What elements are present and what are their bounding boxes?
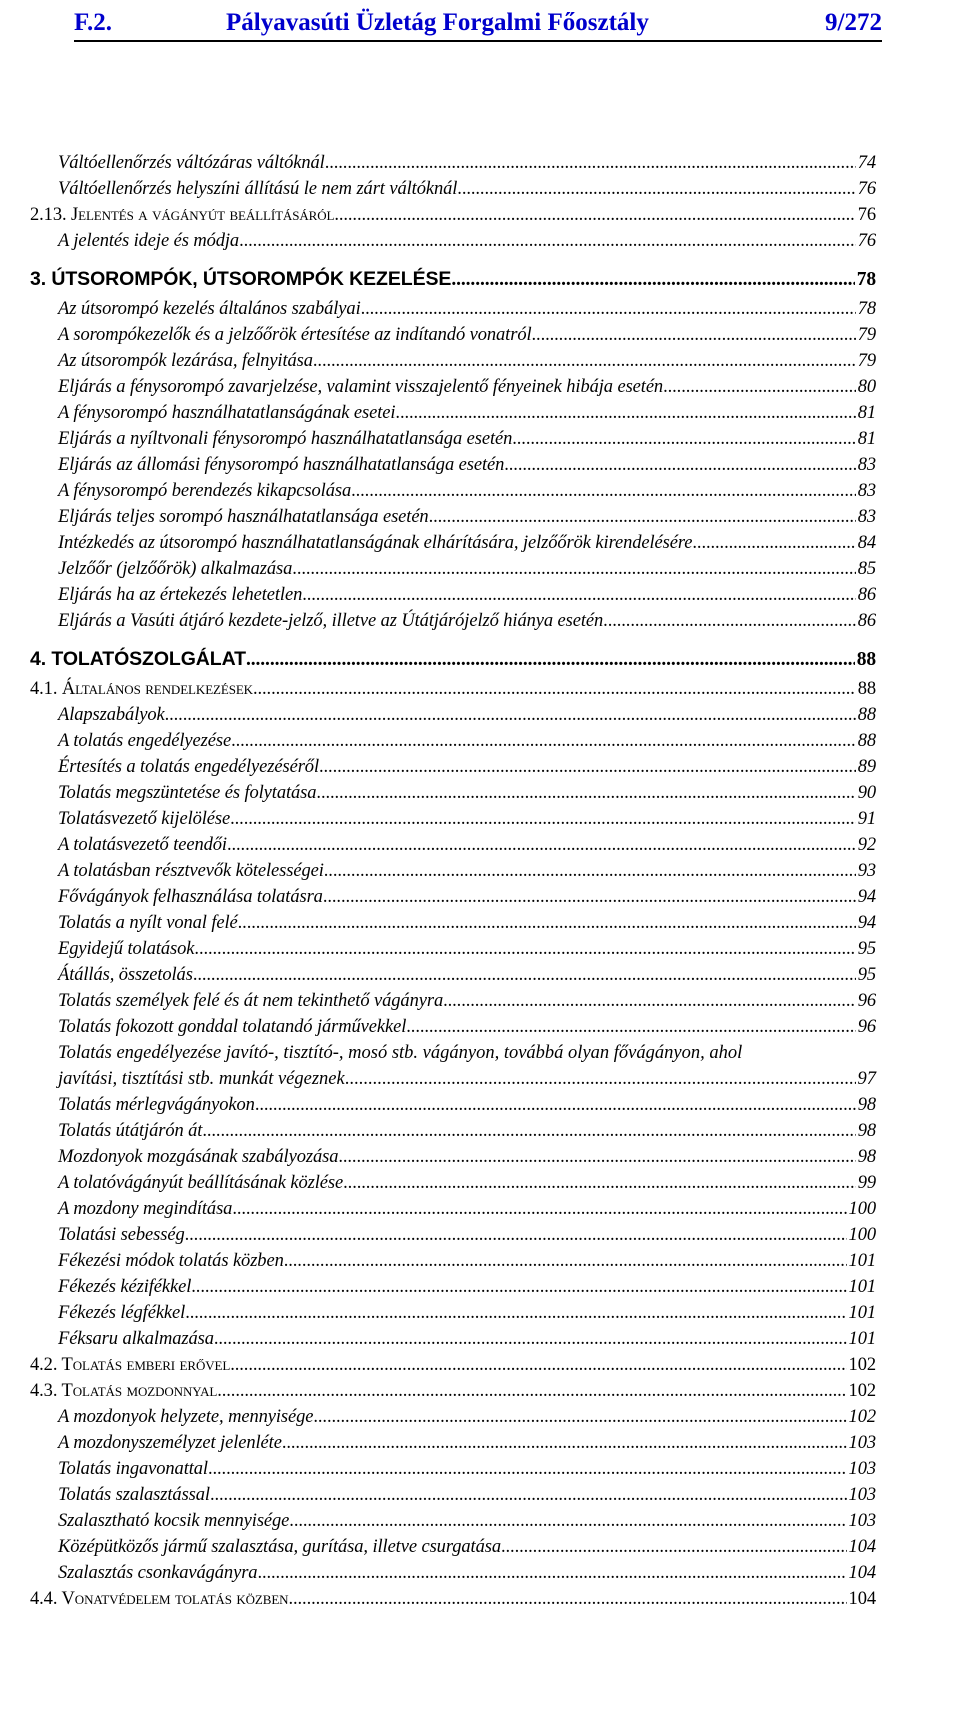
toc-entry-label: Jelzőőr (jelzőőrök) alkalmazása <box>58 559 293 579</box>
toc-entry-label: Tolatás szalasztással <box>58 1485 210 1505</box>
dot-leader <box>238 910 856 936</box>
dot-leader <box>191 1274 846 1300</box>
toc-entry-label: Mozdonyok mozgásának szabályozása <box>58 1147 339 1167</box>
toc-entry-label: A mozdonyszemélyzet jelenléte <box>58 1433 282 1453</box>
toc-entry-label: A fénysorompó berendezés kikapcsolása <box>58 481 352 501</box>
toc-entry-label: Alapszabályok <box>58 705 165 725</box>
toc-entry[interactable] <box>30 176 876 202</box>
toc-entry[interactable] <box>30 582 876 608</box>
dot-leader <box>343 1170 856 1196</box>
toc-entry-label: Váltóellenőrzés váltózáras váltóknál <box>58 153 325 173</box>
toc-entry[interactable] <box>30 1170 876 1196</box>
toc-entry[interactable] <box>30 1482 876 1508</box>
toc-entry[interactable] <box>30 1404 876 1430</box>
toc-entry[interactable] <box>30 702 876 728</box>
toc-entry-label: 4.1. Általános rendelkezések <box>30 679 253 699</box>
dot-leader <box>406 1014 855 1040</box>
toc-entry-label: Tolatásvezető kijelölése <box>58 809 231 829</box>
toc-entry[interactable] <box>30 504 876 530</box>
toc-entry-page: 81 <box>857 403 876 423</box>
toc-entry-page: 100 <box>848 1225 876 1245</box>
dot-leader <box>227 832 856 858</box>
toc-entry-label: Értesítés a tolatás engedélyezéséről <box>58 757 319 777</box>
toc-entry-page: 76 <box>857 231 876 251</box>
toc-entry-label: A tolatásban résztvevők kötelességei <box>58 861 324 881</box>
toc-section[interactable] <box>30 202 876 228</box>
dot-leader <box>603 608 856 634</box>
dot-leader <box>185 1300 846 1326</box>
page-header <box>74 6 882 42</box>
toc-entry-label: Az útsorompók lezárása, felnyitása <box>58 351 313 371</box>
dot-leader <box>253 676 856 702</box>
toc-entry[interactable] <box>30 754 876 780</box>
toc-section[interactable] <box>30 1352 876 1378</box>
header-title: Pályavasúti Üzletág Forgalmi Főosztály <box>226 9 649 36</box>
dot-leader <box>395 400 855 426</box>
toc-entry-label: A fénysorompó használhatatlanságának esetei <box>58 403 396 423</box>
toc-entry-label: Eljárás teljes sorompó használhatatlansága esetén <box>58 507 429 527</box>
toc-entry[interactable] <box>30 296 876 322</box>
dot-leader <box>246 643 855 677</box>
toc-section[interactable] <box>30 1378 876 1404</box>
toc-entry-page: 97 <box>857 1069 876 1089</box>
dot-leader <box>255 1092 856 1118</box>
toc-entry-label: Eljárás az állomási fénysorompó használhatatlansága esetén <box>58 455 505 475</box>
toc-entry[interactable] <box>30 884 876 910</box>
toc-entry-page: 88 <box>856 649 876 670</box>
toc-entry-page: 88 <box>857 705 876 725</box>
dot-leader <box>443 988 856 1014</box>
toc-entry-page: 103 <box>848 1433 876 1453</box>
toc-entry-page: 98 <box>857 1095 876 1115</box>
toc-entry-label: Eljárás a Vasúti átjáró kezdete-jelző, illetve az Útátjárójelző hiánya esetén <box>58 611 604 631</box>
toc-entry[interactable] <box>30 1560 876 1586</box>
toc-entry[interactable] <box>30 1456 876 1482</box>
toc-entry-page: 96 <box>857 991 876 1011</box>
dot-leader <box>501 1534 847 1560</box>
toc-entry-page: 85 <box>857 559 876 579</box>
dot-leader <box>232 1196 846 1222</box>
dot-leader <box>457 176 855 202</box>
toc-entry[interactable] <box>30 150 876 176</box>
toc-entry-label: Tolatás fokozott gonddal tolatandó járművekkel <box>58 1017 407 1037</box>
toc-chapter[interactable] <box>30 262 876 296</box>
toc-entry-page: 104 <box>848 1537 876 1557</box>
toc-entry-label: Fővágányok felhasználása tolatásra <box>58 887 323 907</box>
toc-entry[interactable] <box>30 530 876 556</box>
toc-entry-label: A mozdony megindítása <box>58 1199 233 1219</box>
toc-entry-label: Tolatási sebesség <box>58 1225 185 1245</box>
dot-leader <box>692 530 855 556</box>
toc-entry-page: 86 <box>857 611 876 631</box>
toc-entry-label: Szalasztás csonkavágányra <box>58 1563 258 1583</box>
toc-entry-page: 90 <box>857 783 876 803</box>
dot-leader <box>257 1560 846 1586</box>
toc-entry-page: 93 <box>857 861 876 881</box>
header-section-number: F.2. <box>74 9 112 36</box>
toc-entry-label: Tolatás személyek felé és át nem tekinthető vágányra <box>58 991 444 1011</box>
toc-entry-page: 95 <box>857 939 876 959</box>
toc-entry-label: Tolatás ingavonattal <box>58 1459 208 1479</box>
toc-entry[interactable] <box>30 426 876 452</box>
toc-entry[interactable] <box>30 1196 876 1222</box>
toc-entry-label: Egyidejű tolatások <box>58 939 195 959</box>
toc-entry[interactable] <box>30 1274 876 1300</box>
toc-entry-label: 4. TOLATÓSZOLGÁLAT <box>30 648 246 670</box>
toc-entry[interactable] <box>30 858 876 884</box>
toc-entry-label: Fékezés légfékkel <box>58 1303 186 1323</box>
dot-leader <box>325 150 856 176</box>
toc-entry-page: 94 <box>857 887 876 907</box>
toc-entry-page: 104 <box>848 1563 876 1583</box>
dot-leader <box>316 780 855 806</box>
toc-entry-label: 2.13. Jelentés a vágányút beállításáról <box>30 205 335 225</box>
dot-leader <box>288 1586 846 1612</box>
dot-leader <box>231 728 856 754</box>
toc-entry-label: Intézkedés az útsorompó használhatatlanságának elhárítására, jelzőőrök kirendelésére <box>58 533 693 553</box>
toc-entry-label: A sorompókezelők és a jelzőőrök értesítése az indítandó vonatról <box>58 325 532 345</box>
toc-entry-label-continued: javítási, tisztítási stb. munkát végeznek <box>58 1069 345 1089</box>
toc-entry-label: Fékezési módok tolatás közben <box>58 1251 284 1271</box>
dot-leader <box>185 1222 847 1248</box>
dot-leader <box>663 374 856 400</box>
toc-entry-page: 101 <box>848 1251 876 1271</box>
toc-entry[interactable] <box>30 452 876 478</box>
toc-entry[interactable] <box>30 1534 876 1560</box>
dot-leader <box>214 1326 847 1352</box>
toc-entry-page: 103 <box>848 1459 876 1479</box>
toc-entry[interactable] <box>30 478 876 504</box>
toc-entry-page: 84 <box>857 533 876 553</box>
toc-entry-page: 101 <box>848 1277 876 1297</box>
toc-entry-page: 99 <box>857 1173 876 1193</box>
toc-entry[interactable] <box>30 228 876 254</box>
toc-entry-page: 78 <box>857 299 876 319</box>
toc-entry-label: Tolatás megszüntetése és folytatása <box>58 783 317 803</box>
toc-entry[interactable] <box>30 374 876 400</box>
dot-leader <box>210 1482 847 1508</box>
toc-entry-page: 81 <box>857 429 876 449</box>
toc-entry-label: Eljárás ha az értekezés lehetetlen <box>58 585 303 605</box>
toc-entry[interactable] <box>30 1248 876 1274</box>
toc-entry-label: Fékezés kézifékkel <box>58 1277 192 1297</box>
toc-entry[interactable] <box>30 322 876 348</box>
toc-entry[interactable] <box>30 1300 876 1326</box>
toc-entry-page: 95 <box>857 965 876 985</box>
toc-section[interactable] <box>30 676 876 702</box>
toc-entry-label: 4.4. Vonatvédelem tolatás közben <box>30 1589 289 1609</box>
toc-entry[interactable] <box>30 608 876 634</box>
toc-entry-page: 80 <box>857 377 876 397</box>
dot-leader <box>351 478 856 504</box>
toc-entry-page: 101 <box>848 1329 876 1349</box>
toc-entry-page: 79 <box>857 351 876 371</box>
dot-leader <box>202 1118 855 1144</box>
toc-entry[interactable] <box>30 1508 876 1534</box>
toc-entry[interactable] <box>30 910 876 936</box>
dot-leader <box>504 452 855 478</box>
toc-entry-page: 76 <box>857 179 876 199</box>
toc-entry-page: 74 <box>857 153 876 173</box>
toc-entry-label: A mozdonyok helyzete, mennyisége <box>58 1407 314 1427</box>
toc-entry-page: 91 <box>857 809 876 829</box>
table-of-contents <box>30 150 876 1612</box>
dot-leader <box>289 1508 846 1534</box>
dot-leader <box>512 426 855 452</box>
dot-leader <box>194 936 855 962</box>
dot-leader <box>193 962 856 988</box>
toc-entry-page: 100 <box>848 1199 876 1219</box>
toc-entry-page: 83 <box>857 507 876 527</box>
dot-leader <box>239 228 856 254</box>
dot-leader <box>165 702 856 728</box>
dot-leader <box>217 1378 846 1404</box>
toc-entry-page: 101 <box>848 1303 876 1323</box>
toc-entry-label: Az útsorompó kezelés általános szabályai <box>58 299 361 319</box>
toc-entry[interactable] <box>30 1118 876 1144</box>
toc-entry-page: 103 <box>848 1485 876 1505</box>
toc-entry-page: 102 <box>848 1355 876 1375</box>
toc-entry-label: Tolatás mérlegvágányokon <box>58 1095 255 1115</box>
toc-entry[interactable] <box>30 780 876 806</box>
dot-leader <box>338 1144 855 1170</box>
toc-entry-label: 4.3. Tolatás mozdonnyal <box>30 1381 218 1401</box>
dot-leader <box>532 322 856 348</box>
toc-entry[interactable] <box>30 832 876 858</box>
toc-entry-page: 88 <box>857 679 876 699</box>
toc-entry-label: Átállás, összetolás <box>58 965 193 985</box>
toc-entry-page: 98 <box>857 1147 876 1167</box>
toc-entry[interactable] <box>30 1430 876 1456</box>
toc-entry-page: 102 <box>848 1381 876 1401</box>
toc-entry-label: Tolatás útátjárón át <box>58 1121 203 1141</box>
dot-leader <box>313 348 856 374</box>
toc-entry-page: 102 <box>848 1407 876 1427</box>
toc-entry-page: 78 <box>856 269 876 290</box>
toc-entry-page: 83 <box>857 455 876 475</box>
dot-leader <box>345 1066 856 1092</box>
dot-leader <box>313 1404 846 1430</box>
toc-entry[interactable] <box>30 962 876 988</box>
toc-entry-label: Tolatás a nyílt vonal felé <box>58 913 238 933</box>
dot-leader <box>230 806 856 832</box>
dot-leader <box>324 858 856 884</box>
dot-leader <box>302 582 855 608</box>
toc-entry-label: Váltóellenőrzés helyszíni állítású le nem zárt váltóknál <box>58 179 458 199</box>
toc-entry-label: A tolatás engedélyezése <box>58 731 232 751</box>
dot-leader <box>284 1248 847 1274</box>
toc-entry-label: A tolatóvágányút beállításának közlése <box>58 1173 344 1193</box>
dot-leader <box>451 263 854 297</box>
dot-leader <box>361 296 856 322</box>
toc-entry-page: 103 <box>848 1511 876 1531</box>
dot-leader <box>319 754 856 780</box>
toc-entry-label: A tolatásvezető teendői <box>58 835 227 855</box>
dot-leader <box>230 1352 846 1378</box>
toc-entry-page: 96 <box>857 1017 876 1037</box>
dot-leader <box>323 884 856 910</box>
dot-leader <box>208 1456 847 1482</box>
toc-entry[interactable] <box>30 400 876 426</box>
header-page-ref: 9/272 <box>825 9 882 36</box>
toc-entry-label: Eljárás a nyíltvonali fénysorompó használhatatlansága esetén <box>58 429 513 449</box>
toc-entry-label: Tolatás engedélyezése javító-, tisztító-, mosó stb. vágányon, továbbá olyan fővágányon, ahol <box>58 1043 743 1063</box>
toc-section[interactable] <box>30 1586 876 1612</box>
toc-entry[interactable] <box>30 1144 876 1170</box>
toc-entry[interactable] <box>30 936 876 962</box>
toc-entry[interactable] <box>30 1222 876 1248</box>
toc-entry-label: Középütközős jármű szalasztása, gurítása, illetve csurgatása <box>58 1537 501 1557</box>
toc-entry-page: 83 <box>857 481 876 501</box>
toc-entry[interactable] <box>30 988 876 1014</box>
toc-entry[interactable] <box>30 728 876 754</box>
toc-entry[interactable] <box>30 806 876 832</box>
toc-entry-label: Féksaru alkalmazása <box>58 1329 214 1349</box>
dot-leader <box>282 1430 847 1456</box>
toc-entry-label: A jelentés ideje és módja <box>58 231 240 251</box>
toc-entry-label: 3. ÚTSOROMPÓK, ÚTSOROMPÓK KEZELÉSE <box>30 268 452 290</box>
toc-entry-page: 88 <box>857 731 876 751</box>
toc-entry-page: 76 <box>857 205 876 225</box>
toc-entry-page: 79 <box>857 325 876 345</box>
dot-leader <box>334 202 855 228</box>
toc-entry-page: 98 <box>857 1121 876 1141</box>
toc-entry-label: 4.2. Tolatás emberi erővel <box>30 1355 231 1375</box>
toc-entry-label: Szalasztható kocsik mennyisége <box>58 1511 290 1531</box>
toc-chapter[interactable] <box>30 642 876 676</box>
toc-entry-page: 94 <box>857 913 876 933</box>
toc-entry[interactable] <box>30 1092 876 1118</box>
toc-entry[interactable] <box>30 1326 876 1352</box>
toc-entry-page: 92 <box>857 835 876 855</box>
toc-entry[interactable] <box>30 556 876 582</box>
dot-leader <box>292 556 855 582</box>
toc-entry-page: 104 <box>848 1589 876 1609</box>
toc-entry[interactable] <box>30 348 876 374</box>
toc-entry[interactable] <box>30 1040 876 1092</box>
toc-entry[interactable] <box>30 1014 876 1040</box>
toc-entry-page: 86 <box>857 585 876 605</box>
toc-entry-label: Eljárás a fénysorompó zavarjelzése, valamint visszajelentő fényeinek hibája esetén <box>58 377 664 397</box>
toc-entry-page: 89 <box>857 757 876 777</box>
dot-leader <box>429 504 856 530</box>
